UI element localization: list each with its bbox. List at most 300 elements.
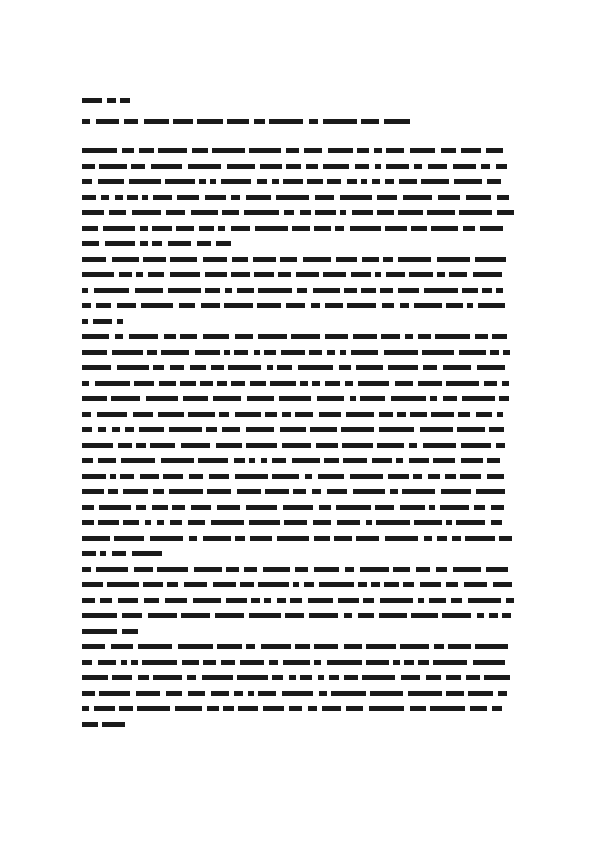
illegible-word — [211, 691, 229, 696]
illegible-word — [82, 691, 95, 696]
illegible-word — [93, 319, 112, 324]
illegible-word — [323, 164, 349, 169]
paragraph-line — [82, 535, 514, 542]
illegible-word — [446, 520, 452, 525]
illegible-word — [372, 179, 380, 184]
illegible-word — [152, 505, 168, 510]
illegible-word — [361, 119, 379, 124]
illegible-word — [369, 706, 404, 711]
illegible-word — [468, 691, 493, 696]
illegible-word — [489, 427, 504, 432]
illegible-word — [377, 210, 394, 215]
illegible-word — [465, 536, 495, 541]
illegible-word — [486, 148, 503, 153]
illegible-word — [309, 613, 338, 618]
illegible-word — [195, 350, 220, 355]
paragraph-line — [82, 705, 514, 712]
illegible-word — [254, 119, 265, 124]
illegible-word — [125, 427, 134, 432]
illegible-word — [496, 443, 505, 448]
illegible-word — [499, 536, 512, 541]
paragraph-line — [82, 504, 514, 511]
illegible-word — [461, 148, 481, 153]
illegible-word — [402, 489, 435, 494]
illegible-word — [428, 474, 440, 479]
illegible-word — [323, 272, 346, 277]
paragraph-line — [82, 349, 514, 356]
paragraph-line — [82, 147, 514, 154]
illegible-word — [284, 520, 307, 525]
illegible-word — [82, 257, 106, 262]
illegible-word — [497, 195, 509, 200]
illegible-word — [98, 179, 124, 184]
illegible-word — [276, 195, 309, 200]
illegible-word — [211, 520, 244, 525]
illegible-word — [327, 179, 341, 184]
illegible-word — [325, 334, 348, 339]
illegible-word — [292, 226, 310, 231]
illegible-word — [466, 195, 491, 200]
illegible-word — [459, 210, 492, 215]
illegible-word — [340, 350, 346, 355]
illegible-word — [82, 598, 95, 603]
illegible-word — [323, 119, 357, 124]
illegible-word — [153, 365, 164, 370]
illegible-word — [263, 706, 284, 711]
illegible-word — [481, 164, 490, 169]
illegible-word — [442, 613, 471, 618]
illegible-word — [293, 582, 299, 587]
illegible-word — [188, 164, 221, 169]
illegible-word — [362, 257, 379, 262]
illegible-word — [249, 613, 281, 618]
illegible-word — [289, 706, 302, 711]
illegible-word — [474, 505, 485, 510]
illegible-word — [240, 660, 264, 665]
illegible-word — [377, 443, 404, 448]
illegible-word — [267, 365, 273, 370]
illegible-word — [409, 272, 433, 277]
illegible-word — [443, 396, 457, 401]
illegible-word — [393, 660, 400, 665]
illegible-word — [384, 582, 399, 587]
illegible-word — [82, 520, 94, 525]
illegible-word — [137, 706, 170, 711]
illegible-word — [98, 660, 116, 665]
illegible-word — [100, 551, 106, 556]
illegible-word — [139, 148, 154, 153]
illegible-word — [82, 567, 91, 572]
illegible-word — [170, 257, 197, 262]
illegible-word — [358, 381, 389, 386]
paragraph-line — [82, 287, 514, 294]
illegible-word — [112, 427, 120, 432]
illegible-word — [283, 179, 303, 184]
illegible-word — [203, 660, 216, 665]
illegible-word — [327, 489, 347, 494]
paragraph-line — [82, 163, 514, 170]
illegible-word — [164, 334, 176, 339]
illegible-word — [426, 675, 441, 680]
illegible-word — [246, 644, 255, 649]
illegible-word — [166, 210, 185, 215]
illegible-word — [461, 458, 483, 463]
illegible-word — [165, 598, 187, 603]
illegible-word — [336, 257, 357, 262]
illegible-word — [178, 644, 213, 649]
illegible-word — [123, 489, 148, 494]
illegible-word — [188, 412, 215, 417]
illegible-word — [148, 613, 177, 618]
illegible-word — [161, 458, 194, 463]
illegible-word — [170, 272, 200, 277]
illegible-word — [353, 334, 377, 339]
illegible-word — [329, 675, 339, 680]
illegible-word — [398, 288, 419, 293]
illegible-word — [478, 303, 505, 308]
illegible-word — [363, 598, 374, 603]
illegible-word — [144, 598, 159, 603]
illegible-word — [431, 226, 458, 231]
illegible-word — [421, 179, 449, 184]
illegible-word — [398, 210, 423, 215]
illegible-word — [491, 505, 504, 510]
illegible-word — [441, 148, 456, 153]
illegible-word — [487, 458, 500, 463]
illegible-word — [384, 119, 410, 124]
illegible-word — [188, 691, 205, 696]
illegible-word — [382, 303, 394, 308]
illegible-word — [188, 520, 205, 525]
illegible-word — [169, 427, 202, 432]
illegible-word — [502, 381, 509, 386]
illegible-word — [198, 458, 228, 463]
illegible-word — [159, 381, 176, 386]
illegible-word — [158, 412, 184, 417]
illegible-word — [414, 520, 442, 525]
illegible-word — [498, 691, 507, 696]
illegible-word — [339, 365, 351, 370]
illegible-word — [423, 365, 437, 370]
illegible-word — [143, 257, 166, 262]
illegible-word — [314, 226, 331, 231]
illegible-word — [257, 303, 281, 308]
illegible-word — [260, 164, 282, 169]
illegible-word — [344, 613, 352, 618]
illegible-word — [503, 350, 510, 355]
illegible-word — [94, 288, 129, 293]
illegible-word — [414, 164, 422, 169]
illegible-word — [168, 241, 191, 246]
illegible-word — [234, 350, 248, 355]
illegible-word — [193, 598, 221, 603]
illegible-word — [293, 489, 306, 494]
illegible-word — [131, 660, 138, 665]
illegible-word — [121, 660, 127, 665]
illegible-word — [430, 706, 465, 711]
illegible-word — [181, 613, 210, 618]
illegible-word — [497, 210, 514, 215]
illegible-word — [356, 536, 379, 541]
illegible-word — [300, 675, 312, 680]
illegible-word — [366, 660, 389, 665]
paragraph-line — [82, 240, 514, 247]
illegible-word — [310, 427, 337, 432]
illegible-word — [138, 644, 172, 649]
illegible-word — [375, 164, 381, 169]
illegible-word — [117, 303, 136, 308]
illegible-word — [379, 412, 393, 417]
illegible-word — [209, 474, 229, 479]
illegible-word — [132, 551, 162, 556]
illegible-word — [237, 489, 261, 494]
illegible-word — [235, 334, 253, 339]
illegible-word — [449, 272, 467, 277]
illegible-word — [360, 396, 385, 401]
illegible-word — [235, 412, 261, 417]
illegible-word — [169, 489, 203, 494]
illegible-word — [244, 210, 279, 215]
illegible-word — [163, 474, 183, 479]
illegible-word — [216, 241, 231, 246]
illegible-word — [140, 241, 148, 246]
illegible-word — [269, 660, 278, 665]
illegible-word — [291, 334, 320, 339]
illegible-word — [217, 644, 242, 649]
illegible-word — [142, 660, 177, 665]
illegible-word — [143, 582, 163, 587]
illegible-word — [314, 644, 338, 649]
illegible-word — [170, 520, 182, 525]
illegible-word — [144, 119, 169, 124]
illegible-word — [345, 567, 354, 572]
illegible-word — [410, 148, 435, 153]
illegible-word — [446, 582, 458, 587]
illegible-word — [226, 598, 247, 603]
illegible-word — [457, 427, 485, 432]
illegible-word — [295, 412, 313, 417]
illegible-word — [489, 613, 498, 618]
illegible-word — [82, 474, 106, 479]
illegible-word — [187, 675, 196, 680]
illegible-word — [82, 505, 94, 510]
illegible-word — [244, 567, 257, 572]
illegible-word — [206, 427, 217, 432]
illegible-word — [141, 303, 173, 308]
illegible-word — [131, 164, 145, 169]
illegible-word — [99, 164, 127, 169]
illegible-word — [319, 505, 331, 510]
heading-line — [82, 118, 514, 125]
illegible-word — [82, 381, 89, 386]
illegible-word — [358, 613, 374, 618]
illegible-word — [133, 412, 153, 417]
paragraph-line — [82, 318, 514, 325]
illegible-word — [129, 334, 158, 339]
illegible-word — [191, 505, 211, 510]
illegible-word — [246, 427, 274, 432]
illegible-word — [344, 675, 358, 680]
illegible-word — [158, 148, 187, 153]
illegible-word — [386, 164, 409, 169]
illegible-word — [280, 427, 306, 432]
illegible-word — [218, 226, 225, 231]
illegible-word — [441, 489, 471, 494]
illegible-word — [492, 706, 502, 711]
illegible-word — [431, 412, 454, 417]
illegible-word — [249, 520, 280, 525]
paragraph-line — [82, 612, 514, 619]
paragraph-line — [82, 302, 514, 309]
illegible-word — [234, 458, 245, 463]
illegible-word — [328, 148, 353, 153]
illegible-word — [82, 272, 114, 277]
illegible-word — [315, 195, 334, 200]
illegible-word — [248, 691, 254, 696]
illegible-word — [484, 381, 497, 386]
illegible-word — [286, 164, 301, 169]
illegible-word — [82, 536, 110, 541]
illegible-word — [437, 272, 445, 277]
illegible-word — [506, 598, 514, 603]
illegible-word — [231, 226, 250, 231]
illegible-word — [199, 179, 206, 184]
illegible-word — [120, 474, 134, 479]
illegible-word — [199, 226, 214, 231]
illegible-word — [207, 489, 231, 494]
illegible-word — [296, 272, 319, 277]
illegible-word — [123, 520, 139, 525]
illegible-word — [409, 458, 429, 463]
illegible-word — [235, 536, 245, 541]
illegible-word — [118, 443, 132, 448]
illegible-word — [211, 365, 224, 370]
illegible-word — [375, 505, 394, 510]
paragraph-line — [82, 442, 514, 449]
illegible-word — [459, 350, 486, 355]
illegible-word — [297, 288, 307, 293]
illegible-word — [119, 706, 133, 711]
illegible-word — [118, 598, 138, 603]
illegible-word — [451, 598, 462, 603]
illegible-word — [176, 226, 194, 231]
illegible-word — [303, 257, 331, 262]
illegible-word — [295, 567, 308, 572]
illegible-word — [433, 458, 455, 463]
illegible-word — [475, 257, 506, 262]
illegible-word — [405, 334, 413, 339]
illegible-word — [261, 458, 267, 463]
illegible-word — [213, 396, 241, 401]
paragraph-line — [82, 225, 514, 232]
illegible-word — [422, 350, 454, 355]
illegible-word — [356, 365, 383, 370]
illegible-word — [456, 520, 485, 525]
illegible-word — [96, 567, 128, 572]
illegible-word — [112, 350, 143, 355]
illegible-word — [476, 412, 492, 417]
illegible-word — [298, 365, 333, 370]
paragraph-line — [82, 690, 514, 697]
illegible-word — [226, 567, 239, 572]
illegible-word — [482, 288, 492, 293]
illegible-word — [379, 613, 407, 618]
illegible-word — [228, 365, 261, 370]
illegible-word — [269, 119, 303, 124]
illegible-word — [366, 520, 372, 525]
illegible-word — [428, 164, 447, 169]
illegible-word — [460, 474, 481, 479]
paragraph-line — [82, 256, 514, 263]
illegible-word — [181, 443, 210, 448]
illegible-word — [96, 119, 119, 124]
illegible-word — [440, 505, 469, 510]
illegible-word — [82, 241, 99, 246]
paragraph-line — [82, 519, 514, 526]
illegible-word — [172, 505, 185, 510]
illegible-word — [173, 119, 193, 124]
illegible-word — [223, 706, 234, 711]
illegible-word — [189, 474, 203, 479]
illegible-word — [385, 179, 394, 184]
illegible-word — [94, 706, 115, 711]
illegible-word — [446, 303, 463, 308]
illegible-word — [282, 691, 313, 696]
illegible-word — [347, 303, 376, 308]
illegible-word — [117, 319, 123, 324]
illegible-word — [409, 443, 417, 448]
illegible-word — [115, 195, 123, 200]
illegible-word — [191, 210, 218, 215]
illegible-word — [127, 195, 138, 200]
illegible-word — [418, 381, 442, 386]
illegible-word — [265, 489, 289, 494]
illegible-word — [435, 334, 470, 339]
illegible-word — [224, 303, 253, 308]
illegible-word — [388, 365, 418, 370]
illegible-word — [272, 179, 279, 184]
illegible-word — [312, 489, 321, 494]
illegible-word — [82, 629, 117, 634]
illegible-word — [282, 412, 291, 417]
illegible-word — [179, 303, 195, 308]
illegible-word — [437, 536, 447, 541]
illegible-word — [350, 226, 381, 231]
illegible-word — [341, 427, 374, 432]
illegible-word — [99, 505, 131, 510]
illegible-word — [473, 272, 502, 277]
illegible-word — [446, 691, 464, 696]
illegible-word — [82, 396, 107, 401]
illegible-word — [261, 644, 291, 649]
illegible-word — [111, 644, 133, 649]
illegible-word — [82, 427, 92, 432]
paragraph-line — [82, 209, 514, 216]
illegible-word — [227, 119, 249, 124]
paragraph-line — [82, 426, 514, 433]
illegible-word — [135, 288, 163, 293]
illegible-word — [307, 179, 323, 184]
illegible-word — [142, 195, 148, 200]
illegible-word — [312, 381, 320, 386]
illegible-word — [309, 119, 318, 124]
illegible-word — [319, 412, 341, 417]
illegible-word — [463, 226, 475, 231]
illegible-word — [452, 536, 461, 541]
illegible-word — [98, 427, 106, 432]
illegible-word — [152, 226, 172, 231]
illegible-word — [411, 613, 438, 618]
